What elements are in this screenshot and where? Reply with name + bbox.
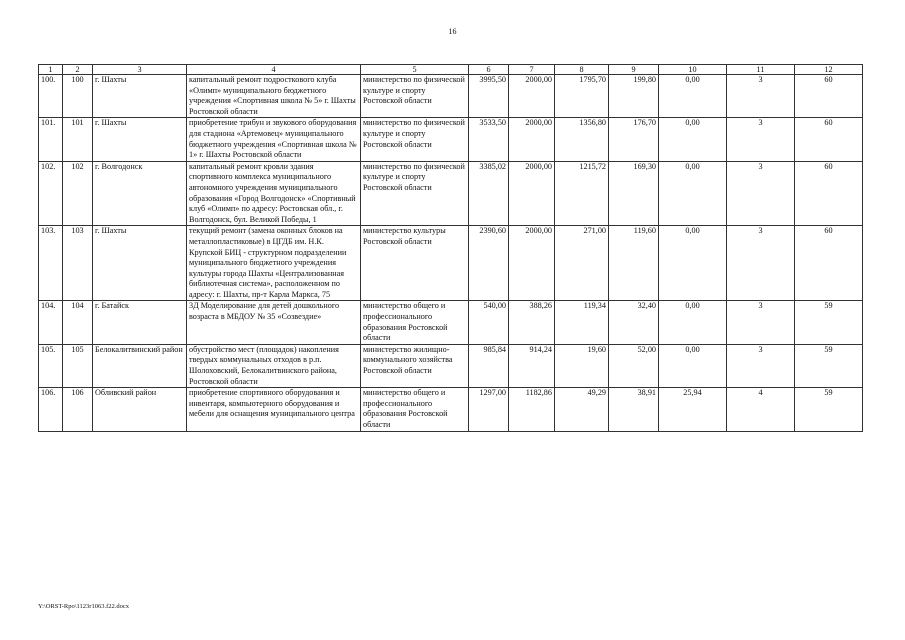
amount-col8-cell: 1356,80 (555, 118, 609, 161)
amount-col10-cell: 0,00 (659, 75, 727, 118)
amount-col7-cell: 2000,00 (509, 75, 555, 118)
amount-col8-cell: 119,34 (555, 301, 609, 344)
header-cell: 1 (39, 65, 63, 75)
municipality-cell: г. Шахты (93, 75, 187, 118)
amount-col8-cell: 271,00 (555, 226, 609, 301)
table-header-row (39, 65, 863, 75)
table-row (39, 161, 863, 226)
score-col11-cell: 3 (727, 301, 795, 344)
table-row (39, 388, 863, 431)
table-row (39, 226, 863, 301)
municipality-cell: г. Волгодонск (93, 161, 187, 226)
amount-col9-cell: 32,40 (609, 301, 659, 344)
row-number-cell: 104. (39, 301, 63, 344)
amount-col9-cell: 176,70 (609, 118, 659, 161)
header-cell: 4 (187, 65, 361, 75)
project-description-cell: капитальный ремонт подросткового клуба «Олимп» муниципального бюджетного учреждения «Спортивная школа № 5» г. Шахты Ростовской области (187, 75, 361, 118)
score-col12-cell: 60 (795, 75, 863, 118)
table-row (39, 75, 863, 118)
item-number-cell: 103 (63, 226, 93, 301)
municipality-cell: Белокалитвинский район (93, 344, 187, 387)
page-number: 16 (448, 27, 457, 36)
project-description-cell: 3Д Моделирование для детей дошкольного возраста в МБДОУ № 35 «Созвездие» (187, 301, 361, 344)
amount-col9-cell: 38,91 (609, 388, 659, 431)
score-col12-cell: 59 (795, 301, 863, 344)
total-cost-cell: 985,84 (469, 344, 509, 387)
ministry-cell: министерство общего и профессионального образования Ростовской области (361, 388, 469, 431)
amount-col9-cell: 52,00 (609, 344, 659, 387)
amount-col7-cell: 2000,00 (509, 226, 555, 301)
header-cell: 2 (63, 65, 93, 75)
amount-col8-cell: 1795,70 (555, 75, 609, 118)
table-row (39, 118, 863, 161)
item-number-cell: 100 (63, 75, 93, 118)
amount-col7-cell: 914,24 (509, 344, 555, 387)
score-col11-cell: 3 (727, 161, 795, 226)
row-number-cell: 105. (39, 344, 63, 387)
score-col11-cell: 3 (727, 118, 795, 161)
header-cell: 7 (509, 65, 555, 75)
amount-col10-cell: 0,00 (659, 301, 727, 344)
amount-col7-cell: 1182,86 (509, 388, 555, 431)
score-col12-cell: 60 (795, 161, 863, 226)
item-number-cell: 101 (63, 118, 93, 161)
ministry-cell: министерство жилищно-коммунального хозяйства Ростовской области (361, 344, 469, 387)
amount-col10-cell: 25,94 (659, 388, 727, 431)
score-col12-cell: 59 (795, 388, 863, 431)
total-cost-cell: 540,00 (469, 301, 509, 344)
header-cell: 8 (555, 65, 609, 75)
ministry-cell: министерство общего и профессионального образования Ростовской области (361, 301, 469, 344)
project-description-cell: приобретение спортивного оборудования и инвентаря, компьютерного оборудования и мебели для оснащения муниципального центра (187, 388, 361, 431)
header-cell: 9 (609, 65, 659, 75)
header-cell: 5 (361, 65, 469, 75)
row-number-cell: 103. (39, 226, 63, 301)
item-number-cell: 102 (63, 161, 93, 226)
score-col12-cell: 60 (795, 118, 863, 161)
table-row (39, 344, 863, 387)
amount-col8-cell: 1215,72 (555, 161, 609, 226)
amount-col7-cell: 2000,00 (509, 161, 555, 226)
amount-col7-cell: 388,26 (509, 301, 555, 344)
municipality-cell: г. Батайск (93, 301, 187, 344)
header-cell: 11 (727, 65, 795, 75)
amount-col9-cell: 119,60 (609, 226, 659, 301)
project-description-cell: приобретение трибун и звукового оборудования для стадиона «Артемовец» муниципального бюджетного учреждения «Спортивная школа № 1» г. Шахты Ростовской области (187, 118, 361, 161)
total-cost-cell: 3533,50 (469, 118, 509, 161)
ministry-cell: министерство по физической культуре и спорту Ростовской области (361, 118, 469, 161)
amount-col9-cell: 199,80 (609, 75, 659, 118)
project-description-cell: капитальный ремонт кровли здания спортивного комплекса муниципального автономного учреждения муниципального образования «Город Волгодонск» «Спортивный клуб «Олимп» по адресу: Ростовская обл., г. Волгодонск, бул. Великой Победы, 1 (187, 161, 361, 226)
table-row (39, 301, 863, 344)
item-number-cell: 106 (63, 388, 93, 431)
score-col11-cell: 3 (727, 75, 795, 118)
municipality-cell: Обливский район (93, 388, 187, 431)
total-cost-cell: 2390,60 (469, 226, 509, 301)
header-cell: 6 (469, 65, 509, 75)
file-path-footer: Y:\ORST-Rpo\1123r1063.f22.docx (38, 603, 130, 610)
score-col12-cell: 60 (795, 226, 863, 301)
amount-col10-cell: 0,00 (659, 344, 727, 387)
amount-col7-cell: 2000,00 (509, 118, 555, 161)
header-cell: 12 (795, 65, 863, 75)
amount-col9-cell: 169,30 (609, 161, 659, 226)
header-cell: 3 (93, 65, 187, 75)
score-col12-cell: 59 (795, 344, 863, 387)
amount-col10-cell: 0,00 (659, 226, 727, 301)
amount-col8-cell: 19,60 (555, 344, 609, 387)
item-number-cell: 104 (63, 301, 93, 344)
amount-col10-cell: 0,00 (659, 118, 727, 161)
header-cell: 10 (659, 65, 727, 75)
total-cost-cell: 1297,00 (469, 388, 509, 431)
row-number-cell: 102. (39, 161, 63, 226)
municipality-cell: г. Шахты (93, 118, 187, 161)
ministry-cell: министерство культуры Ростовской области (361, 226, 469, 301)
score-col11-cell: 4 (727, 388, 795, 431)
ministry-cell: министерство по физической культуре и спорту Ростовской области (361, 161, 469, 226)
item-number-cell: 105 (63, 344, 93, 387)
municipality-cell: г. Шахты (93, 226, 187, 301)
row-number-cell: 106. (39, 388, 63, 431)
project-description-cell: обустройство мест (площадок) накопления твердых коммунальных отходов в р.п. Шолоховский, Белокалитвинского района, Ростовской области (187, 344, 361, 387)
row-number-cell: 100. (39, 75, 63, 118)
total-cost-cell: 3995,50 (469, 75, 509, 118)
row-number-cell: 101. (39, 118, 63, 161)
total-cost-cell: 3385,02 (469, 161, 509, 226)
amount-col10-cell: 0,00 (659, 161, 727, 226)
amount-col8-cell: 49,29 (555, 388, 609, 431)
score-col11-cell: 3 (727, 226, 795, 301)
project-description-cell: текущий ремонт (замена оконных блоков на металлопластиковые) в ЦГДБ им. Н.К. Крупской БИЦ - структурном подразделении муниципального бюджетного учреждения культуры города Шахты «Централизованная библиотечная система», расположенном по адресу: г. Шахты, пр-т Карла Маркса, 75 (187, 226, 361, 301)
ministry-cell: министерство по физической культуре и спорту Ростовской области (361, 75, 469, 118)
score-col11-cell: 3 (727, 344, 795, 387)
budget-table (38, 64, 863, 432)
